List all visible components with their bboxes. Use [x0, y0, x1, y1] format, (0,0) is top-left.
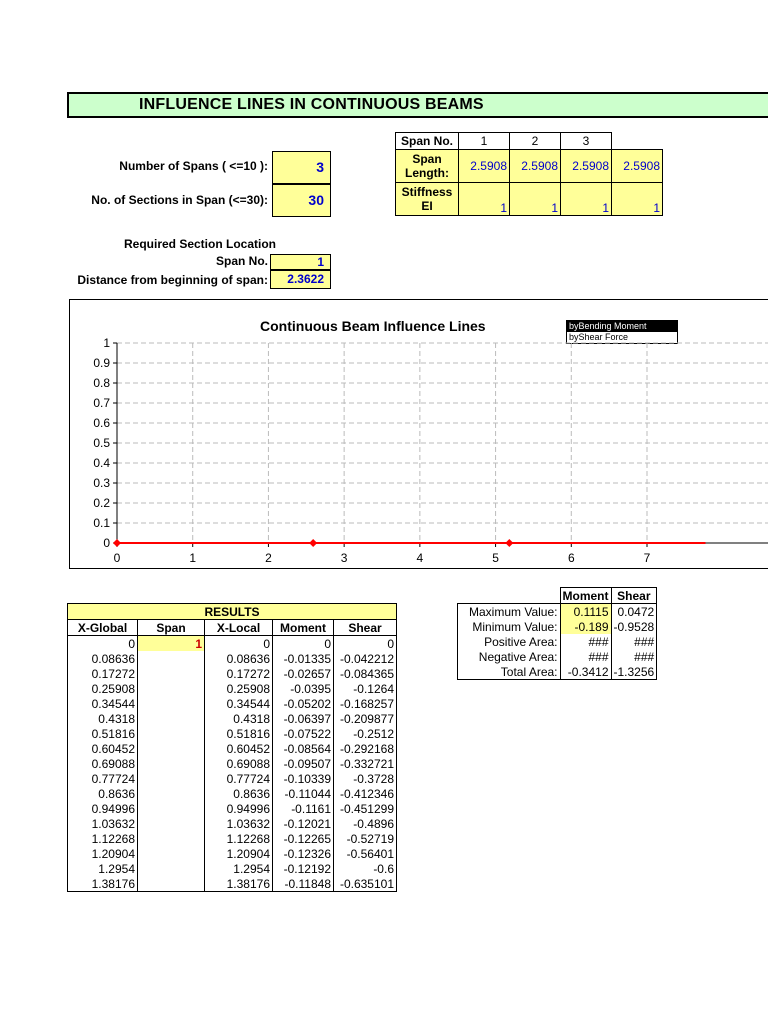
span-length-input[interactable]: 2.5908	[561, 150, 612, 183]
table-cell: 0.17272	[68, 666, 138, 681]
chart-title: Continuous Beam Influence Lines	[260, 318, 486, 334]
results-header-row	[68, 620, 397, 636]
table-cell: 0.69088	[205, 756, 273, 771]
x-tick-label: 1	[189, 551, 197, 565]
table-cell	[138, 726, 205, 741]
series-point	[113, 539, 121, 547]
x-tick-label: 3	[340, 551, 348, 565]
table-row	[68, 831, 397, 846]
results-title: RESULTS	[68, 604, 397, 620]
column-header: Moment	[273, 620, 334, 636]
table-cell: 1	[138, 636, 205, 652]
table-cell: -0.01335	[273, 651, 334, 666]
span-length-label-1: Span	[412, 152, 442, 166]
table-cell: -0.06397	[273, 711, 334, 726]
table-cell: 0	[68, 636, 138, 652]
table-cell: 0.77724	[205, 771, 273, 786]
table-cell: -0.05202	[273, 696, 334, 711]
table-cell: 0	[273, 636, 334, 652]
table-cell: 1.2954	[68, 861, 138, 876]
table-row	[68, 876, 397, 892]
num-spans-label: Number of Spans ( <=10 ):	[119, 159, 268, 173]
num-spans-input[interactable]: 3	[272, 151, 331, 184]
required-section-label: Required Section Location	[123, 237, 276, 251]
table-cell: 1.12268	[68, 831, 138, 846]
table-row	[68, 681, 397, 696]
summary-row	[458, 604, 657, 620]
table-cell: -0.0395	[273, 681, 334, 696]
table-cell: -0.412346	[334, 786, 397, 801]
span-number-cell: 2	[510, 133, 561, 150]
table-row	[68, 726, 397, 741]
series-point	[309, 539, 317, 547]
x-tick-label: 6	[567, 551, 575, 565]
table-cell: 0.69088	[68, 756, 138, 771]
summary-col-header: Moment	[560, 588, 611, 604]
table-row	[68, 771, 397, 786]
table-cell	[138, 651, 205, 666]
table-cell: -0.12192	[273, 861, 334, 876]
table-row	[68, 741, 397, 756]
table-cell: -0.12265	[273, 831, 334, 846]
summary-cell: 0.0472	[611, 604, 657, 620]
results-table	[67, 603, 397, 892]
table-cell: 0.51816	[68, 726, 138, 741]
column-header: X-Local	[205, 620, 273, 636]
summary-cell: Maximum Value:	[458, 604, 561, 620]
influence-line-chart[interactable]	[69, 299, 768, 569]
table-row	[68, 861, 397, 876]
span-length-input[interactable]: 2.5908	[459, 150, 510, 183]
num-sections-input[interactable]: 30	[272, 184, 331, 217]
y-tick-label: 0.2	[93, 496, 110, 510]
x-tick-label: 0	[113, 551, 121, 565]
summary-cell: -0.9528	[611, 619, 657, 634]
stiffness-label	[396, 183, 459, 216]
table-row	[68, 696, 397, 711]
table-cell: 0.08636	[205, 651, 273, 666]
span-number-cell	[612, 133, 663, 150]
chart-plot-area	[70, 300, 768, 570]
y-tick-label: 0.5	[93, 436, 110, 450]
summary-cell: ###	[560, 634, 611, 649]
summary-row	[458, 664, 657, 680]
y-tick-label: 0.9	[93, 356, 110, 370]
table-cell: 0.34544	[205, 696, 273, 711]
summary-cell: Total Area:	[458, 664, 561, 680]
span-length-input[interactable]: 2.5908	[510, 150, 561, 183]
stiffness-input[interactable]: 1	[612, 183, 663, 216]
table-cell: 0	[334, 636, 397, 652]
table-cell: -0.09507	[273, 756, 334, 771]
table-row	[68, 846, 397, 861]
table-cell: -0.292168	[334, 741, 397, 756]
y-tick-label: 1	[103, 336, 110, 350]
stiffness-input[interactable]: 1	[561, 183, 612, 216]
legend-item-bending-moment[interactable]: byBending Moment	[567, 321, 677, 332]
table-row	[68, 651, 397, 666]
table-cell: 1.20904	[205, 846, 273, 861]
table-cell: -0.11848	[273, 876, 334, 892]
table-cell	[138, 666, 205, 681]
table-cell: 1.12268	[205, 831, 273, 846]
table-cell: -0.6	[334, 861, 397, 876]
span-number-cell: 1	[459, 133, 510, 150]
stiffness-label-2: EI	[421, 199, 433, 213]
x-tick-label: 7	[643, 551, 651, 565]
table-row	[68, 666, 397, 681]
distance-label: Distance from beginning of span:	[77, 273, 268, 287]
span-no-input[interactable]: 1	[270, 254, 331, 270]
y-tick-label: 0	[103, 536, 110, 550]
table-cell: -0.168257	[334, 696, 397, 711]
legend-item-shear-force[interactable]: byShear Force	[569, 332, 629, 342]
table-cell: -0.08564	[273, 741, 334, 756]
summary-row	[458, 649, 657, 664]
table-cell	[138, 681, 205, 696]
summary-cell: Minimum Value:	[458, 619, 561, 634]
table-cell: 0.60452	[205, 741, 273, 756]
table-cell: 1.38176	[68, 876, 138, 892]
summary-table	[457, 587, 657, 680]
table-row	[68, 636, 397, 652]
table-cell	[138, 846, 205, 861]
table-cell: -0.07522	[273, 726, 334, 741]
span-length-input[interactable]: 2.5908	[612, 150, 663, 183]
table-cell	[138, 741, 205, 756]
table-cell	[138, 801, 205, 816]
table-cell: -0.209877	[334, 711, 397, 726]
table-cell: -0.02657	[273, 666, 334, 681]
column-header: Shear	[334, 620, 397, 636]
table-cell: 0.25908	[205, 681, 273, 696]
title-bar	[67, 92, 768, 118]
page-title: INFLUENCE LINES IN CONTINUOUS BEAMS	[139, 96, 484, 113]
table-cell: 0.94996	[205, 801, 273, 816]
y-tick-label: 0.1	[93, 516, 110, 530]
table-cell: -0.1264	[334, 681, 397, 696]
summary-row	[458, 634, 657, 649]
y-tick-label: 0.3	[93, 476, 110, 490]
table-cell: 0.25908	[68, 681, 138, 696]
table-cell: 1.20904	[68, 846, 138, 861]
table-cell	[138, 696, 205, 711]
table-cell	[138, 876, 205, 892]
table-cell: 0.60452	[68, 741, 138, 756]
table-cell: -0.12021	[273, 816, 334, 831]
table-cell: 1.38176	[205, 876, 273, 892]
table-cell: -0.042212	[334, 651, 397, 666]
table-cell: -0.12326	[273, 846, 334, 861]
table-cell: 0.4318	[205, 711, 273, 726]
span-properties-table	[395, 132, 663, 216]
table-cell: 0	[205, 636, 273, 652]
table-cell: 0.17272	[205, 666, 273, 681]
column-header: X-Global	[68, 620, 138, 636]
table-row	[68, 786, 397, 801]
table-cell: -0.4896	[334, 816, 397, 831]
summary-cell: ###	[560, 649, 611, 664]
summary-cell: Positive Area:	[458, 634, 561, 649]
table-cell: 0.51816	[205, 726, 273, 741]
table-cell: -0.635101	[334, 876, 397, 892]
x-tick-label: 2	[265, 551, 272, 565]
table-cell: -0.451299	[334, 801, 397, 816]
table-cell: -0.10339	[273, 771, 334, 786]
table-row	[68, 801, 397, 816]
column-header: Span	[138, 620, 205, 636]
table-cell: -0.52719	[334, 831, 397, 846]
y-tick-label: 0.7	[93, 396, 110, 410]
summary-cell: ###	[611, 649, 657, 664]
summary-cell: Negative Area:	[458, 649, 561, 664]
x-tick-label: 4	[416, 551, 424, 565]
table-cell: -0.3728	[334, 771, 397, 786]
table-cell	[138, 756, 205, 771]
summary-cell: -1.3256	[611, 664, 657, 680]
table-cell: 0.8636	[205, 786, 273, 801]
table-row	[68, 756, 397, 771]
table-row	[68, 711, 397, 726]
series-point	[505, 539, 513, 547]
span-no-label: Span No.	[215, 254, 268, 268]
table-cell	[138, 786, 205, 801]
summary-col-header: Shear	[611, 588, 657, 604]
num-sections-label: No. of Sections in Span (<=30):	[91, 193, 268, 207]
table-cell: 0.8636	[68, 786, 138, 801]
table-cell	[138, 771, 205, 786]
table-cell: 0.08636	[68, 651, 138, 666]
table-cell: 1.2954	[205, 861, 273, 876]
span-length-label-2: Length:	[405, 166, 449, 180]
table-cell	[138, 831, 205, 846]
table-cell: -0.11044	[273, 786, 334, 801]
summary-row	[458, 619, 657, 634]
span-length-label	[396, 150, 459, 183]
table-row	[68, 816, 397, 831]
table-cell: 1.03632	[205, 816, 273, 831]
stiffness-input[interactable]: 1	[510, 183, 561, 216]
summary-cell: -0.189	[560, 619, 611, 634]
table-cell: -0.56401	[334, 846, 397, 861]
table-cell	[138, 711, 205, 726]
y-tick-label: 0.8	[93, 376, 110, 390]
table-cell	[138, 816, 205, 831]
summary-cell: -0.3412	[560, 664, 611, 680]
table-cell: 0.4318	[68, 711, 138, 726]
table-cell: 0.34544	[68, 696, 138, 711]
y-tick-label: 0.4	[93, 456, 110, 470]
table-cell: -0.2512	[334, 726, 397, 741]
table-cell: -0.332721	[334, 756, 397, 771]
table-cell	[138, 861, 205, 876]
x-tick-label: 5	[492, 551, 499, 565]
table-cell: 1.03632	[68, 816, 138, 831]
y-tick-label: 0.6	[93, 416, 110, 430]
table-cell: 0.94996	[68, 801, 138, 816]
table-cell: -0.084365	[334, 666, 397, 681]
stiffness-label-1: Stiffness	[401, 185, 453, 199]
summary-cell: 0.1115	[560, 604, 611, 620]
table-cell: 0.77724	[68, 771, 138, 786]
distance-input[interactable]: 2.3622	[270, 270, 331, 289]
table-cell: -0.1161	[273, 801, 334, 816]
span-no-header: Span No.	[396, 133, 459, 150]
span-number-cell: 3	[561, 133, 612, 150]
summary-cell: ###	[611, 634, 657, 649]
stiffness-input[interactable]: 1	[459, 183, 510, 216]
